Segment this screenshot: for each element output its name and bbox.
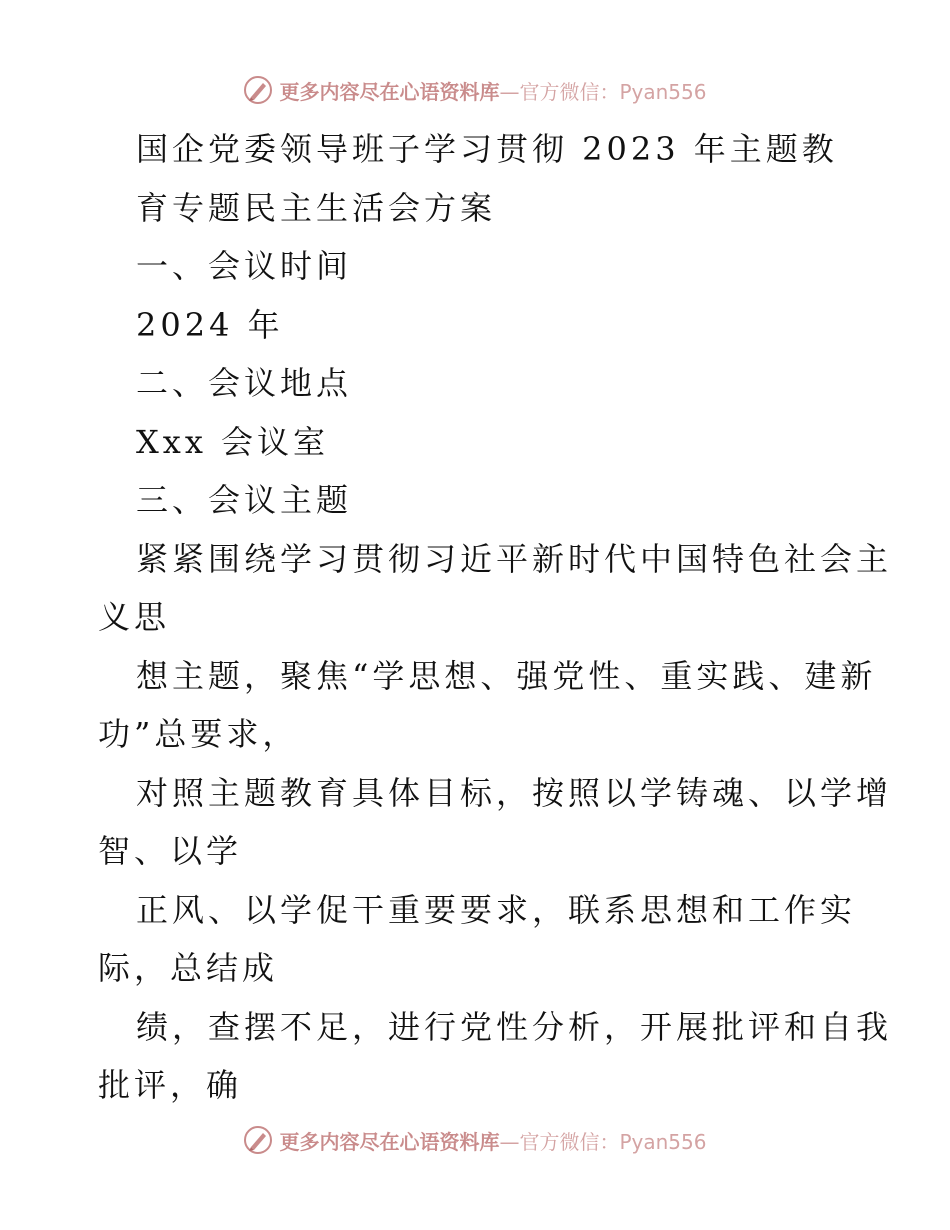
watermark-header (0, 70, 950, 110)
watermark-dash: — (499, 79, 520, 104)
title-line-1: 国企党委领导班子学习贯彻 2023 年主题教 (136, 130, 838, 168)
paragraph-line: 义思 (98, 598, 171, 636)
paragraph-line: 智、以学 (98, 832, 243, 870)
watermark-text (279, 76, 706, 105)
section-heading-location: 二、会议地点 (136, 364, 353, 402)
watermark-text (279, 1126, 706, 1155)
pen-logo-icon (243, 75, 273, 105)
paragraph-line: 绩，查摆不足，进行党性分析，开展批评和自我 (136, 1007, 893, 1046)
pen-logo-icon (243, 1125, 273, 1155)
watermark-footer (0, 1120, 950, 1160)
title-line-2: 育专题民主生活会方案 (136, 188, 497, 227)
watermark-suffix: 官方微信：Pyan556 (519, 79, 707, 104)
document-body (98, 120, 893, 1115)
watermark-brand: 更多内容尽在心语资料库 (279, 79, 500, 104)
paragraph-line: 紧紧围绕学习贯彻习近平新时代中国特色社会主 (136, 539, 893, 578)
meeting-time-value: 2024 年 (136, 305, 284, 344)
section-heading-time: 一、会议时间 (136, 247, 353, 285)
watermark-dash: — (499, 1129, 520, 1154)
paragraph-line: 正风、以学促干重要要求，联系思想和工作实 (136, 890, 857, 929)
paragraph-line: 功”总要求， (98, 715, 299, 753)
paragraph-line: 批评，确 (98, 1066, 243, 1104)
watermark-suffix: 官方微信：Pyan556 (519, 1129, 707, 1154)
section-heading-theme: 三、会议主题 (136, 481, 353, 519)
paragraph-line: 对照主题教育具体目标，按照以学铸魂、以学增 (136, 773, 893, 812)
meeting-location-value: Xxx 会议室 (136, 422, 330, 461)
paragraph-line: 际，总结成 (98, 949, 279, 987)
watermark-brand: 更多内容尽在心语资料库 (279, 1129, 500, 1154)
paragraph-line: 想主题，聚焦“学思想、强党性、重实践、建新 (136, 656, 877, 695)
